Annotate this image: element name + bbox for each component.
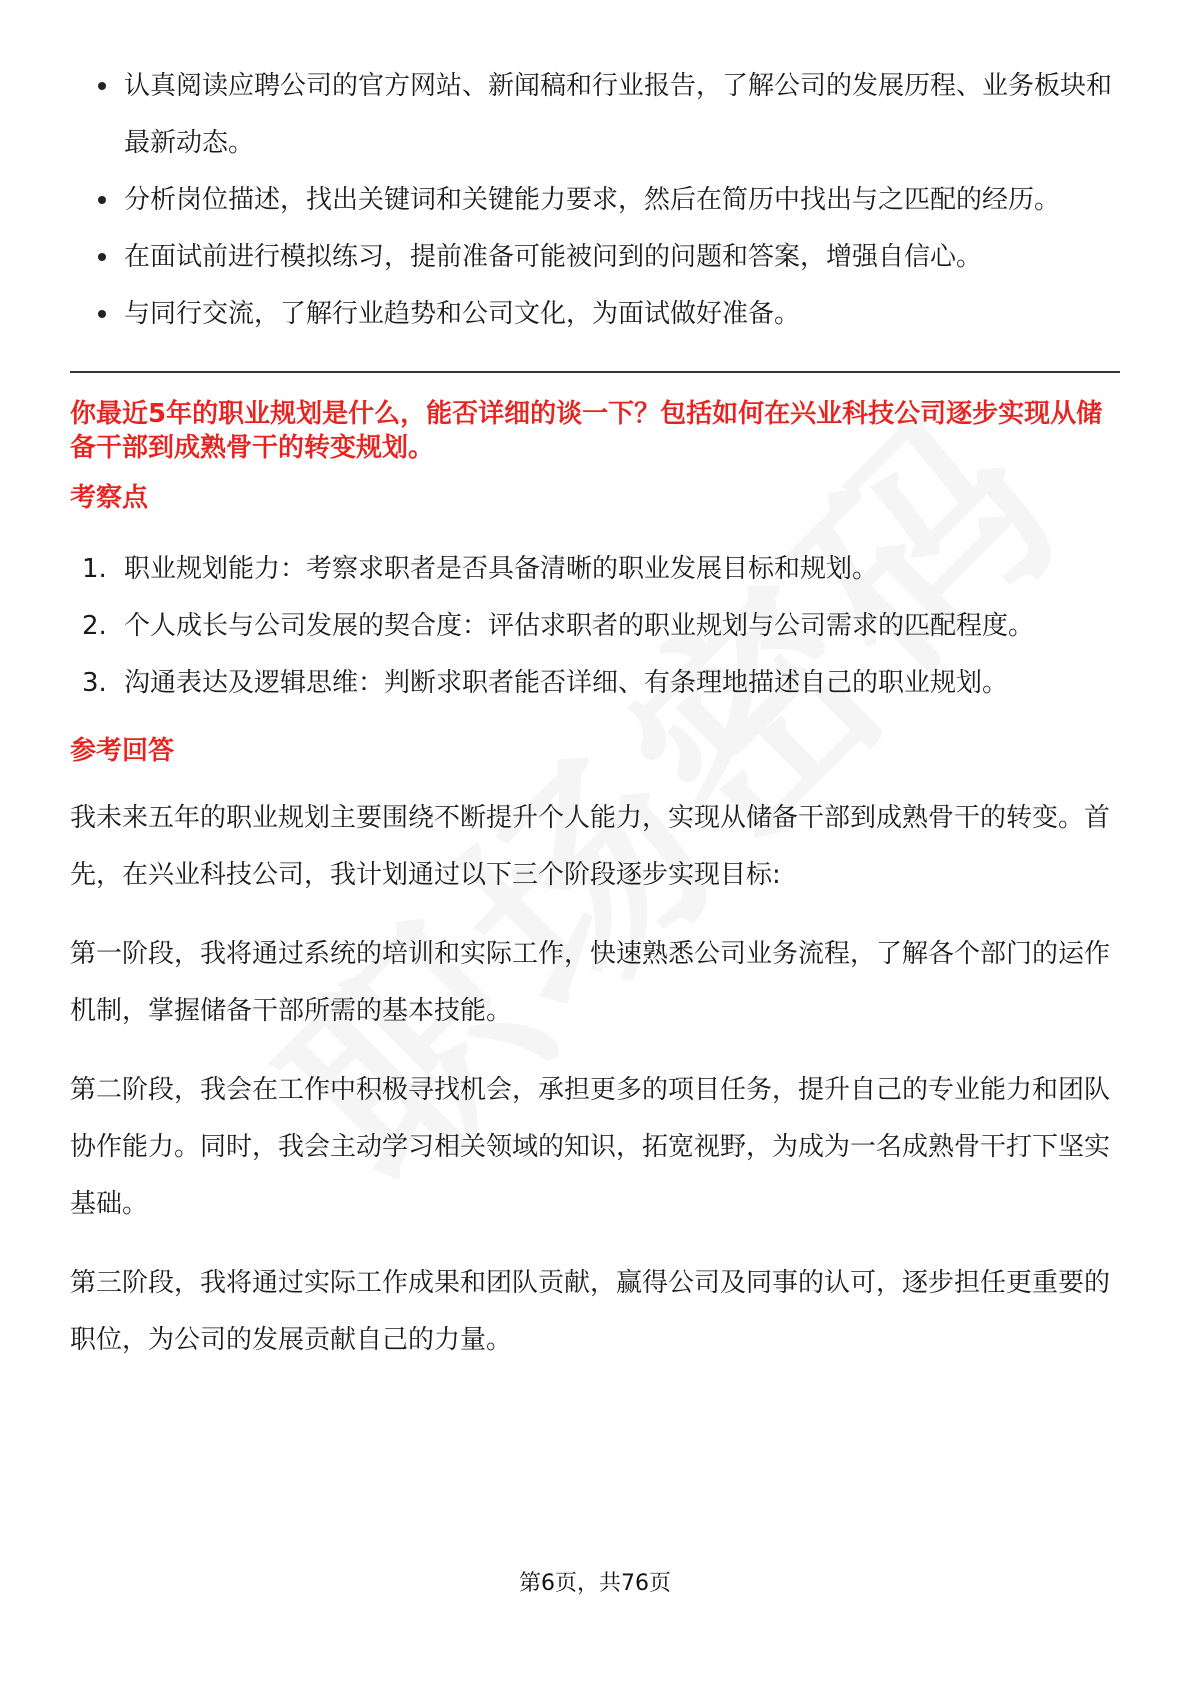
list-item: 分析岗位描述，找出关键词和关键能力要求，然后在简历中找出与之匹配的经历。: [70, 172, 1120, 229]
section-divider: [70, 371, 1120, 373]
list-item: [70, 598, 1120, 655]
list-number: 2.: [82, 611, 107, 641]
list-number: 1.: [82, 554, 107, 584]
list-item: [70, 655, 1120, 712]
interview-question: 你最近5年的职业规划是什么，能否详细的谈一下？包括如何在兴业科技公司逐步实现从储备干部到成熟骨干的转变规划。: [70, 399, 1103, 463]
tips-list: [70, 58, 1120, 343]
assessment-points-list: [70, 541, 1120, 712]
answer-paragraph: 第二阶段，我会在工作中积极寻找机会，承担更多的项目任务，提升自己的专业能力和团队协作能力。同时，我会主动学习相关领域的知识，拓宽视野，为成为一名成熟骨干打下坚实基础。: [70, 1075, 1111, 1219]
list-number: 3.: [82, 668, 107, 698]
list-item-text: 职业规划能力：考察求职者是否具备清晰的职业发展目标和规划。: [124, 554, 879, 584]
answer-paragraph: 第三阶段，我将通过实际工作成果和团队贡献，赢得公司及同事的认可，逐步担任更重要的职位，为公司的发展贡献自己的力量。: [70, 1268, 1111, 1355]
answer-paragraph: 我未来五年的职业规划主要围绕不断提升个人能力，实现从储备干部到成熟骨干的转变。首先，在兴业科技公司，我计划通过以下三个阶段逐步实现目标:: [70, 803, 1111, 890]
list-item: 认真阅读应聘公司的官方网站、新闻稿和行业报告，了解公司的发展历程、业务板块和最新动态。: [70, 58, 1120, 172]
answer-heading: 参考回答: [70, 736, 175, 766]
answer-paragraph: 第一阶段，我将通过系统的培训和实际工作，快速熟悉公司业务流程，了解各个部门的运作机制，掌握储备干部所需的基本技能。: [70, 939, 1111, 1026]
list-item: 与同行交流，了解行业趋势和公司文化，为面试做好准备。: [70, 286, 1120, 343]
points-heading: 考察点: [70, 483, 149, 513]
list-item: 在面试前进行模拟练习，提前准备可能被问到的问题和答案，增强自信心。: [70, 229, 1120, 286]
list-item-text: 个人成长与公司发展的契合度：评估求职者的职业规划与公司需求的匹配程度。: [124, 611, 1035, 641]
list-item: [70, 541, 1120, 598]
page-content: [70, 58, 1120, 1369]
page-number: 第6页，共76页: [519, 1571, 671, 1596]
list-item-text: 沟通表达及逻辑思维：判断求职者能否详细、有条理地描述自己的职业规划。: [124, 668, 1009, 698]
